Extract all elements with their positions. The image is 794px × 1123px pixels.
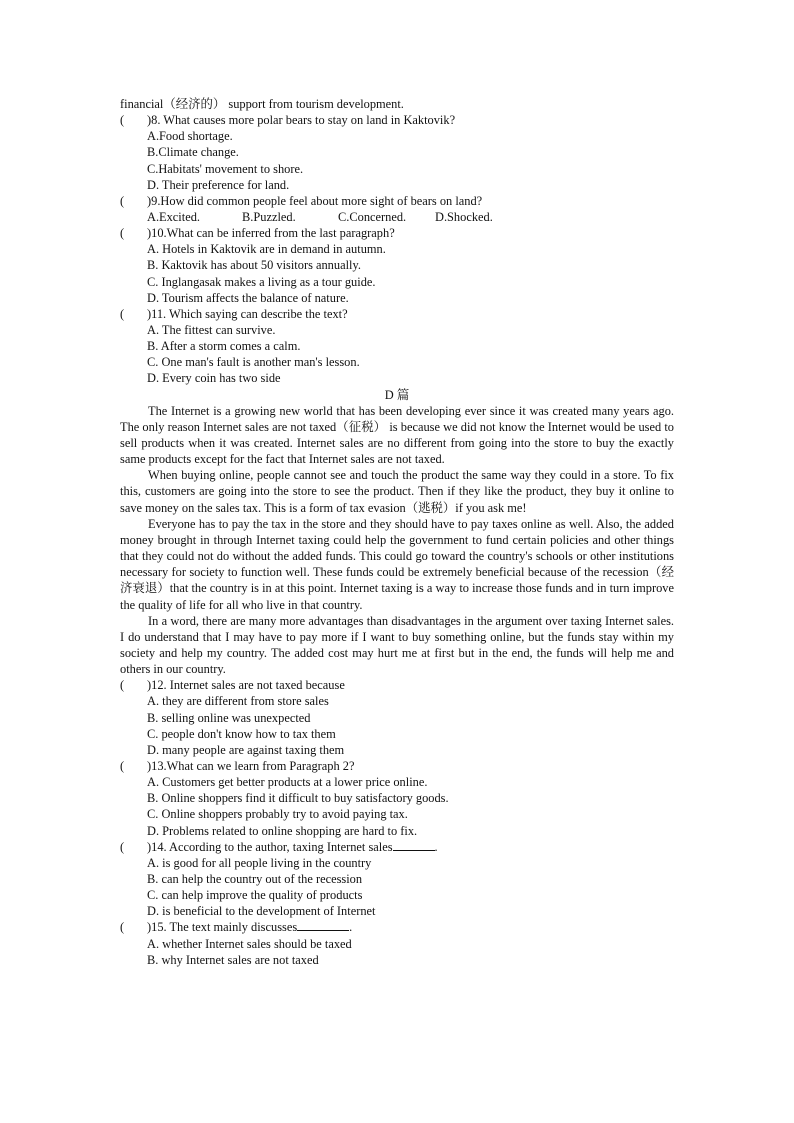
option: A. Hotels in Kaktovik are in demand in autumn. <box>147 242 386 257</box>
option: D. Every coin has two side <box>147 371 281 386</box>
option: C. Online shoppers probably try to avoid paying tax. <box>147 807 408 822</box>
question-15 <box>120 919 674 967</box>
answer-blank[interactable] <box>393 839 435 851</box>
question-stem: )14. According to the author, taxing Internet sales <box>147 839 393 854</box>
option: B.Climate change. <box>147 145 239 160</box>
answer-paren[interactable]: ( <box>120 759 125 774</box>
option: A.Excited. <box>147 209 200 224</box>
question-stem: )10.What can be inferred from the last paragraph? <box>147 226 395 241</box>
intro-line: financial（经济的） support from tourism development. <box>120 97 404 111</box>
option: C.Habitats' movement to shore. <box>147 161 304 176</box>
question-8 <box>120 112 674 193</box>
question-13 <box>120 758 674 839</box>
passage-paragraph: Everyone has to pay the tax in the store and they should have to pay taxes online as well. Also, the added money brought in through Internet taxing could help the government to fund certain policies and other things that they could not do without the added funds. This could go toward the country's schools or other institutions necessary for society to function well. These funds could be extremely beneficial because of the recession（经济衰退）that the country is in at this point. Internet taxing is a way to increase those funds and in turn improve the quality of life for all who live in that country. <box>120 516 674 612</box>
answer-paren[interactable]: ( <box>120 226 125 241</box>
question-11 <box>120 306 674 387</box>
option: B.Puzzled. <box>242 209 296 224</box>
stem-end: . <box>349 920 353 935</box>
passage-paragraph: In a word, there are many more advantages than disadvantages in the argument over taxing Internet sales. I do understand that I may have to pay more if I want to buy something online, but the funds stay within my society and help my country. The added cost may hurt me at first but in the end, the funds will help me and others in our country. <box>120 613 674 677</box>
option: B. Kaktovik has about 50 visitors annually. <box>147 258 361 273</box>
question-stem: )8. What causes more polar bears to stay on land in Kaktovik? <box>147 113 456 128</box>
section-heading: D 篇 <box>384 387 410 402</box>
answer-paren[interactable]: ( <box>120 113 125 128</box>
option: B. After a storm comes a calm. <box>147 339 301 354</box>
question-10 <box>120 225 674 306</box>
option: A. they are different from store sales <box>147 694 329 709</box>
option: D. is beneficial to the development of Internet <box>147 904 376 919</box>
passage-paragraph: The Internet is a growing new world that has been developing ever since it was created many years ago. The only reason Internet sales are not taxed（征税） is because we did not know the Internet would be used to sell products when it was created. Internet sales are no different from going into the store to buy the exactly same products except for the fact that Internet sales are not taxed. <box>120 403 674 467</box>
options-row <box>120 209 674 225</box>
question-stem: )15. The text mainly discusses <box>147 920 298 935</box>
option: C. people don't know how to tax them <box>147 726 336 741</box>
answer-paren[interactable]: ( <box>120 839 125 854</box>
option: B. Online shoppers find it difficult to buy satisfactory goods. <box>147 791 449 806</box>
answer-paren[interactable]: ( <box>120 678 125 693</box>
question-stem: )11. Which saying can describe the text? <box>147 306 348 321</box>
question-stem: )13.What can we learn from Paragraph 2? <box>147 759 355 774</box>
question-stem: )9.How did common people feel about more sight of bears on land? <box>147 193 483 208</box>
option: B. selling online was unexpected <box>147 710 311 725</box>
option: D. Tourism affects the balance of nature. <box>147 290 349 305</box>
option: A. whether Internet sales should be taxed <box>147 936 352 951</box>
stem-end: . <box>434 839 438 854</box>
question-stem: )12. Internet sales are not taxed because <box>147 678 345 693</box>
option: D.Shocked. <box>435 209 493 224</box>
exam-page <box>120 96 674 968</box>
passage-paragraph: When buying online, people cannot see and touch the product the same way they could in a store. To fix this, customers are going into the store to see the product. Then if they like the product, they buy it online to save money on the sales tax. This is a form of tax evasion（逃税）if you ask me! <box>120 468 674 515</box>
option: C. One man's fault is another man's lesson. <box>147 355 360 370</box>
option: D. Their preference for land. <box>147 177 290 192</box>
option: A.Food shortage. <box>147 129 233 144</box>
option: C. Inglangasak makes a living as a tour guide. <box>147 274 376 289</box>
question-9 <box>120 193 674 225</box>
option: D. many people are against taxing them <box>147 742 345 757</box>
option: B. can help the country out of the recession <box>147 872 363 887</box>
passage <box>120 403 674 678</box>
question-12 <box>120 677 674 758</box>
answer-paren[interactable]: ( <box>120 193 125 208</box>
answer-blank[interactable] <box>297 919 349 931</box>
option: A. The fittest can survive. <box>147 322 276 337</box>
option: C. can help improve the quality of products <box>147 888 363 903</box>
option: A. Customers get better products at a lower price online. <box>147 775 428 790</box>
option: D. Problems related to online shopping are hard to fix. <box>147 823 418 838</box>
option: B. why Internet sales are not taxed <box>147 952 319 967</box>
answer-paren[interactable]: ( <box>120 920 125 935</box>
answer-paren[interactable]: ( <box>120 306 125 321</box>
option: C.Concerned. <box>338 209 407 224</box>
option: A. is good for all people living in the country <box>147 855 372 870</box>
question-14 <box>120 839 674 920</box>
